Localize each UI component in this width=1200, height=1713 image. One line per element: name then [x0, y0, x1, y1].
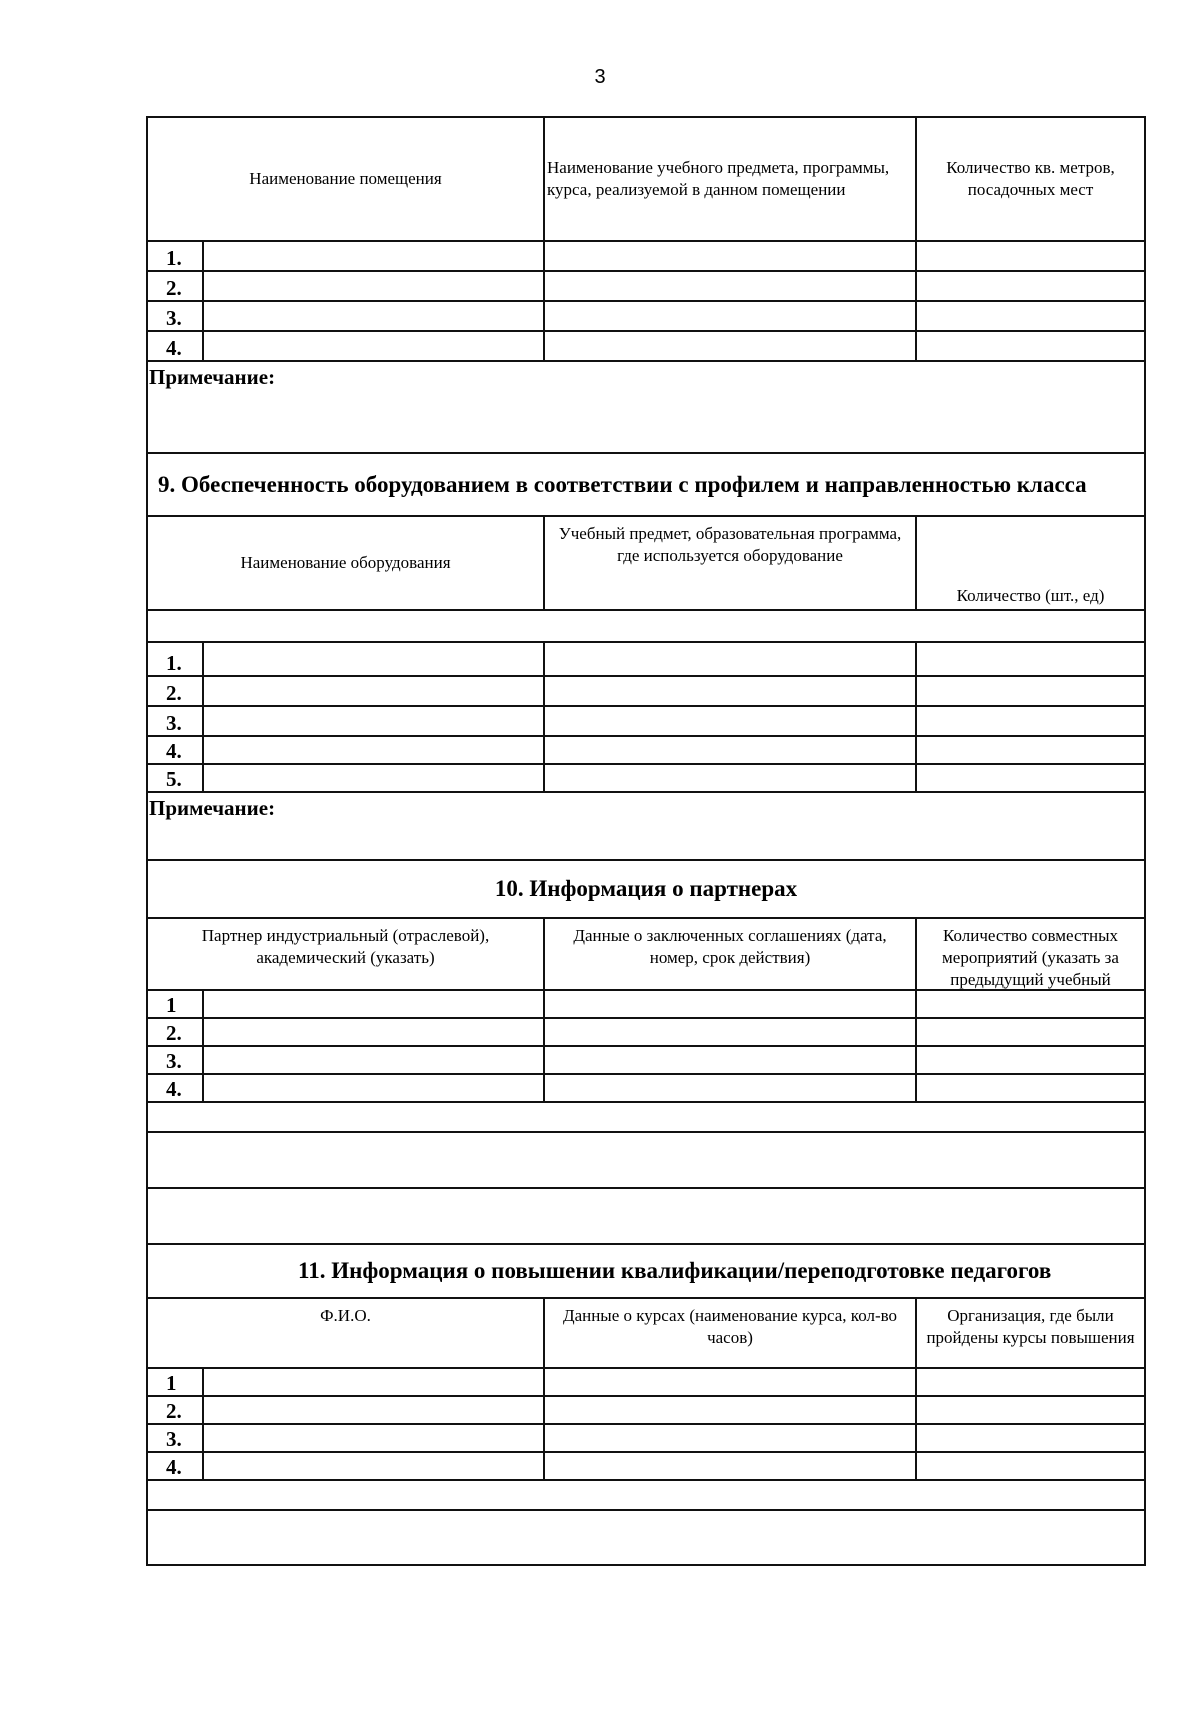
course-organization-cell[interactable]	[917, 1453, 1146, 1481]
room-subject-cell[interactable]	[545, 332, 917, 362]
room-area-cell[interactable]	[917, 332, 1146, 362]
row-number: 2.	[148, 1397, 204, 1425]
partner-blank-row[interactable]	[148, 1103, 1146, 1133]
header-course-data: Данные о курсах (наименование курса, кол-во часов)	[545, 1299, 917, 1369]
partner-agreements-cell[interactable]	[545, 991, 917, 1019]
course-data-cell[interactable]	[545, 1397, 917, 1425]
partner-agreements-cell[interactable]	[545, 1047, 917, 1075]
section-9-title: 9. Обеспеченность оборудованием в соответствии с профилем и направленностью класса	[148, 454, 1146, 517]
equipment-name-cell[interactable]	[204, 737, 545, 765]
teacher-name-cell[interactable]	[204, 1369, 545, 1397]
page-number: 3	[594, 66, 606, 88]
course-organization-cell[interactable]	[917, 1425, 1146, 1453]
row-number: 1.	[148, 643, 204, 677]
row-number: 4.	[148, 1075, 204, 1103]
room-area-cell[interactable]	[917, 242, 1146, 272]
room-name-cell[interactable]	[204, 302, 545, 332]
section-10-title: 10. Информация о партнерах	[148, 861, 1146, 919]
partner-events-cell[interactable]	[917, 1047, 1146, 1075]
partner-name-cell[interactable]	[204, 991, 545, 1019]
row-number: 2.	[148, 272, 204, 302]
row-number: 3.	[148, 1047, 204, 1075]
header-equipment-subject: Учебный предмет, образовательная программа, где используется оборудование	[545, 517, 917, 611]
room-name-cell[interactable]	[204, 332, 545, 362]
room-subject-cell[interactable]	[545, 272, 917, 302]
equipment-name-cell[interactable]	[204, 765, 545, 793]
header-equipment-quantity: Количество (шт., ед)	[917, 517, 1146, 611]
partner-name-cell[interactable]	[204, 1075, 545, 1103]
partner-agreements-cell[interactable]	[545, 1075, 917, 1103]
row-number: 2.	[148, 677, 204, 707]
room-subject-cell[interactable]	[545, 242, 917, 272]
equipment-blank-row[interactable]	[148, 611, 1146, 643]
note-rooms[interactable]: Примечание:	[148, 362, 1146, 454]
teacher-name-cell[interactable]	[204, 1397, 545, 1425]
equipment-subject-cell[interactable]	[545, 765, 917, 793]
equipment-quantity-cell[interactable]	[917, 765, 1146, 793]
header-teacher-name: Ф.И.О.	[148, 1299, 545, 1369]
partner-name-cell[interactable]	[204, 1019, 545, 1047]
equipment-quantity-cell[interactable]	[917, 643, 1146, 677]
equipment-subject-cell[interactable]	[545, 643, 917, 677]
row-number: 3.	[148, 302, 204, 332]
section-11-title: 11. Информация о повышении квалификации/переподготовке педагогов	[148, 1245, 1146, 1299]
header-partner-name: Партнер индустриальный (отраслевой), академический (указать)	[148, 919, 545, 991]
partner-blank-row[interactable]	[148, 1189, 1146, 1245]
partner-agreements-cell[interactable]	[545, 1019, 917, 1047]
equipment-subject-cell[interactable]	[545, 707, 917, 737]
row-number: 4.	[148, 1453, 204, 1481]
room-name-cell[interactable]	[204, 272, 545, 302]
partner-events-cell[interactable]	[917, 991, 1146, 1019]
note-equipment[interactable]: Примечание:	[148, 793, 1146, 861]
teacher-name-cell[interactable]	[204, 1453, 545, 1481]
row-number: 2.	[148, 1019, 204, 1047]
equipment-subject-cell[interactable]	[545, 737, 917, 765]
row-number: 1	[148, 1369, 204, 1397]
header-room-subject: Наименование учебного предмета, программы, курса, реализуемой в данном помещении	[545, 118, 917, 242]
equipment-quantity-cell[interactable]	[917, 737, 1146, 765]
course-data-cell[interactable]	[545, 1453, 917, 1481]
header-partner-agreements: Данные о заключенных соглашениях (дата, номер, срок действия)	[545, 919, 917, 991]
course-blank-row[interactable]	[148, 1511, 1146, 1566]
course-organization-cell[interactable]	[917, 1369, 1146, 1397]
header-room-name: Наименование помещения	[148, 118, 545, 242]
row-number: 4.	[148, 737, 204, 765]
row-number: 3.	[148, 1425, 204, 1453]
equipment-name-cell[interactable]	[204, 707, 545, 737]
room-subject-cell[interactable]	[545, 302, 917, 332]
passport-form	[146, 116, 1146, 1566]
equipment-name-cell[interactable]	[204, 643, 545, 677]
course-data-cell[interactable]	[545, 1369, 917, 1397]
course-data-cell[interactable]	[545, 1425, 917, 1453]
equipment-subject-cell[interactable]	[545, 677, 917, 707]
teacher-name-cell[interactable]	[204, 1425, 545, 1453]
row-number: 4.	[148, 332, 204, 362]
room-name-cell[interactable]	[204, 242, 545, 272]
row-number: 3.	[148, 707, 204, 737]
partner-events-cell[interactable]	[917, 1075, 1146, 1103]
course-blank-row[interactable]	[148, 1481, 1146, 1511]
row-number: 5.	[148, 765, 204, 793]
row-number: 1	[148, 991, 204, 1019]
header-partner-events: Количество совместных мероприятий (указать за предыдущий учебный	[917, 919, 1146, 991]
partner-name-cell[interactable]	[204, 1047, 545, 1075]
course-organization-cell[interactable]	[917, 1397, 1146, 1425]
row-number: 1.	[148, 242, 204, 272]
equipment-quantity-cell[interactable]	[917, 707, 1146, 737]
header-course-organization: Организация, где были пройдены курсы повышения	[917, 1299, 1146, 1369]
equipment-quantity-cell[interactable]	[917, 677, 1146, 707]
partner-events-cell[interactable]	[917, 1019, 1146, 1047]
header-equipment-name: Наименование оборудования	[148, 517, 545, 611]
partner-blank-row[interactable]	[148, 1133, 1146, 1189]
equipment-name-cell[interactable]	[204, 677, 545, 707]
header-room-area: Количество кв. метров, посадочных мест	[917, 118, 1146, 242]
room-area-cell[interactable]	[917, 302, 1146, 332]
room-area-cell[interactable]	[917, 272, 1146, 302]
